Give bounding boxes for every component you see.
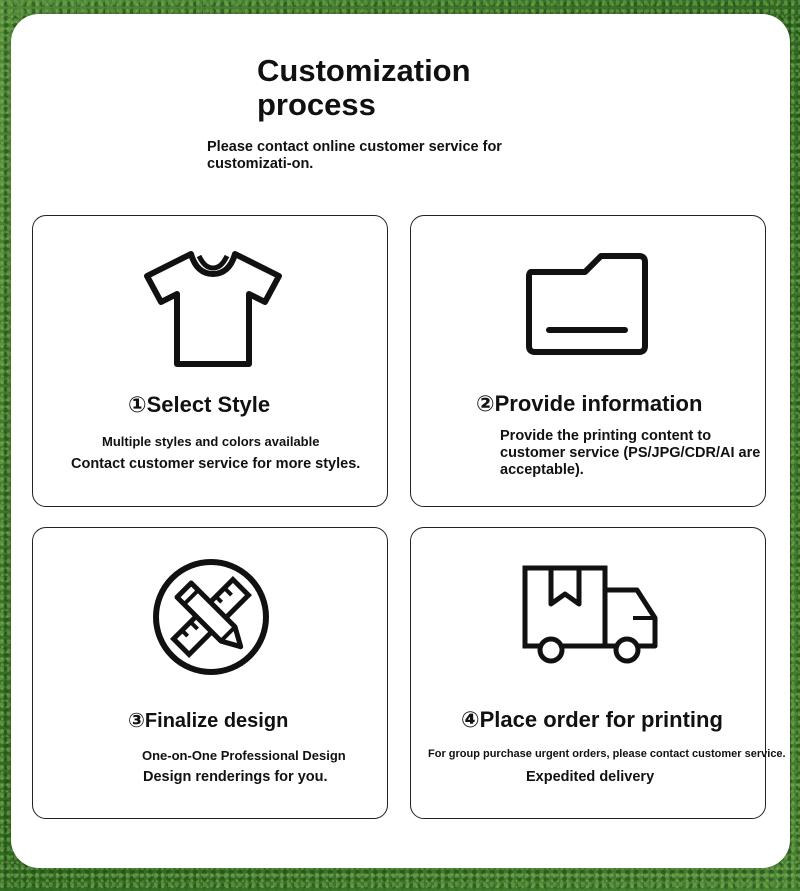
step-description: Multiple styles and colors available (102, 434, 320, 449)
step-heading: ②Provide information (476, 391, 703, 416)
step-heading: ③Finalize design (128, 710, 289, 732)
folder-icon (523, 250, 655, 356)
step-finalize-design (32, 527, 388, 819)
delivery-truck-icon (521, 564, 661, 668)
step-description: Provide the printing content to (500, 428, 712, 444)
step-provide-information (410, 215, 766, 507)
t-shirt-icon (143, 248, 283, 370)
step-description: One-on-One Professional Design (142, 748, 346, 763)
step-heading: ①Select Style (128, 392, 271, 417)
step-description: customer service (PS/JPG/CDR/AI are (500, 445, 761, 461)
step-description: Contact customer service for more styles. (71, 456, 361, 472)
page-title: Customization process (257, 53, 471, 122)
step-description: acceptable). (500, 462, 584, 478)
pencil-ruler-icon (151, 557, 271, 677)
step-heading: ④Place order for printing (461, 707, 723, 732)
step-description: Design renderings for you. (143, 769, 328, 785)
step-place-order (410, 527, 786, 819)
step-description: For group purchase urgent orders, please contact customer service. (428, 748, 786, 760)
step-select-style (32, 215, 388, 507)
page-subtitle: Please contact online customer service for customizati-on. (207, 139, 502, 172)
step-description: Expedited delivery (526, 769, 655, 785)
customization-card (11, 14, 790, 868)
